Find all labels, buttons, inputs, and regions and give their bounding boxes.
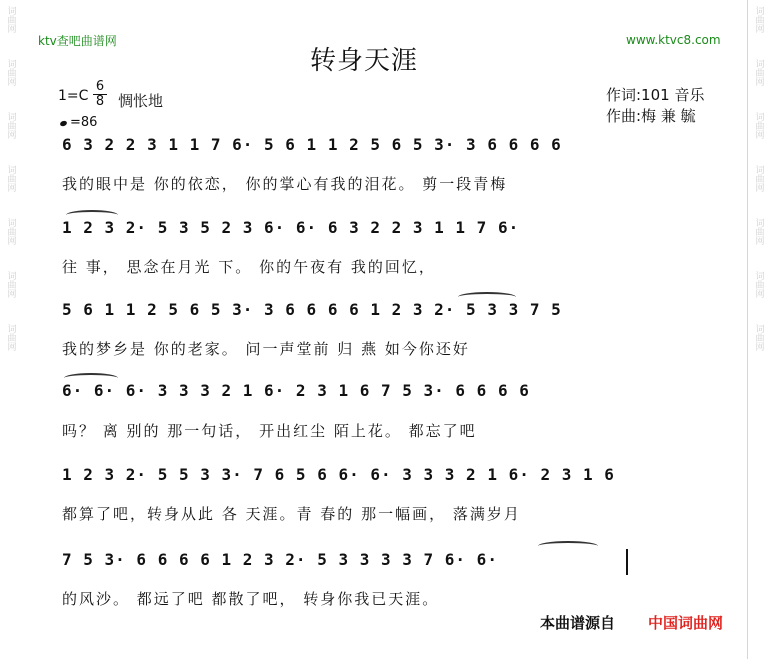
watermark-text: 词曲网 bbox=[5, 165, 16, 192]
lyric-line: 都算了吧，转身从此 各 天涯。青 春的 那一幅画， 落满岁月 bbox=[62, 505, 521, 523]
quarter-note-icon bbox=[59, 120, 67, 127]
time-signature-bottom: 8 bbox=[95, 94, 105, 109]
notation-row: 1 2 3 2· 5 3 5 2 3 6· 6· 6 3 2 2 3 1 1 7 6· bbox=[62, 218, 520, 237]
lyric-line: 往 事， 思念在月光 下。 你的午夜有 我的回忆， bbox=[62, 258, 436, 276]
site-url-right: www.ktvc8.com bbox=[626, 33, 721, 47]
lyric-line: 的风沙。 都远了吧 都散了吧， 转身你我已天涯。 bbox=[62, 590, 440, 608]
watermark-text: 词曲网 bbox=[5, 6, 16, 33]
watermark-text: 词曲网 bbox=[753, 165, 764, 192]
credits-block bbox=[606, 85, 704, 127]
watermark-text: 词曲网 bbox=[5, 271, 16, 298]
notation-row: 5 6 1 1 2 5 6 5 3· 3 6 6 6 6 1 2 3 2· 5 3 3 7 5 bbox=[62, 300, 562, 319]
right-watermark-column bbox=[748, 0, 768, 377]
watermark-text: 词曲网 bbox=[753, 112, 764, 139]
notation-row: 1 2 3 2· 5 5 3 3· 7 6 5 6 6· 6· 3 3 3 2 1 6· 2 3 1 6 bbox=[62, 465, 615, 484]
song-title: 转身天涯 bbox=[310, 46, 419, 76]
lyricist-credit: 作词:101 音乐 bbox=[606, 86, 705, 104]
watermark-text: 词曲网 bbox=[753, 59, 764, 86]
site-name-left: ktv查吧曲谱网 bbox=[38, 34, 117, 48]
watermark-text: 词曲网 bbox=[5, 324, 16, 351]
composer-credit: 作曲:梅 兼 毓 bbox=[606, 107, 696, 125]
tempo-value: =86 bbox=[70, 115, 98, 130]
slur-mark bbox=[538, 541, 598, 551]
notation-row: 7 5 3· 6 6 6 6 1 2 3 2· 5 3 3 3 3 7 6· 6· bbox=[62, 550, 498, 569]
watermark-text: 词曲网 bbox=[753, 6, 764, 33]
source-brand: 中国词曲网 bbox=[648, 614, 724, 632]
lyric-line: 吗？ 离 别的 那一句话， 开出红尘 陌上花。 都忘了吧 bbox=[62, 422, 477, 440]
mood-marking: 惆怅地 bbox=[118, 92, 164, 110]
lyric-line: 我的梦乡是 你的老家。 问一声堂前 归 燕 如今你还好 bbox=[62, 340, 470, 358]
watermark-text: 词曲网 bbox=[5, 218, 16, 245]
end-repeat-barline bbox=[626, 549, 628, 575]
watermark-text: 词曲网 bbox=[5, 112, 16, 139]
watermark-text: 词曲网 bbox=[5, 59, 16, 86]
watermark-text: 词曲网 bbox=[753, 271, 764, 298]
watermark-text: 词曲网 bbox=[753, 218, 764, 245]
left-watermark-column bbox=[0, 0, 20, 377]
lyric-line: 我的眼中是 你的依恋， 你的掌心有我的泪花。 剪一段青梅 bbox=[62, 175, 508, 193]
watermark-text: 词曲网 bbox=[753, 324, 764, 351]
source-label: 本曲谱源自 bbox=[540, 614, 616, 632]
time-signature-top: 6 bbox=[93, 80, 107, 95]
notation-row: 6 3 2 2 3 1 1 7 6· 5 6 1 1 2 5 6 5 3· 3 6 6 6 6 bbox=[62, 135, 562, 154]
time-signature bbox=[93, 80, 107, 109]
tempo-marking bbox=[60, 115, 97, 130]
key-signature: 1=C bbox=[58, 88, 89, 104]
notation-row: 6· 6· 6· 3 3 3 2 1 6· 2 3 1 6 7 5 3· 6 6 6 6 bbox=[62, 381, 530, 400]
